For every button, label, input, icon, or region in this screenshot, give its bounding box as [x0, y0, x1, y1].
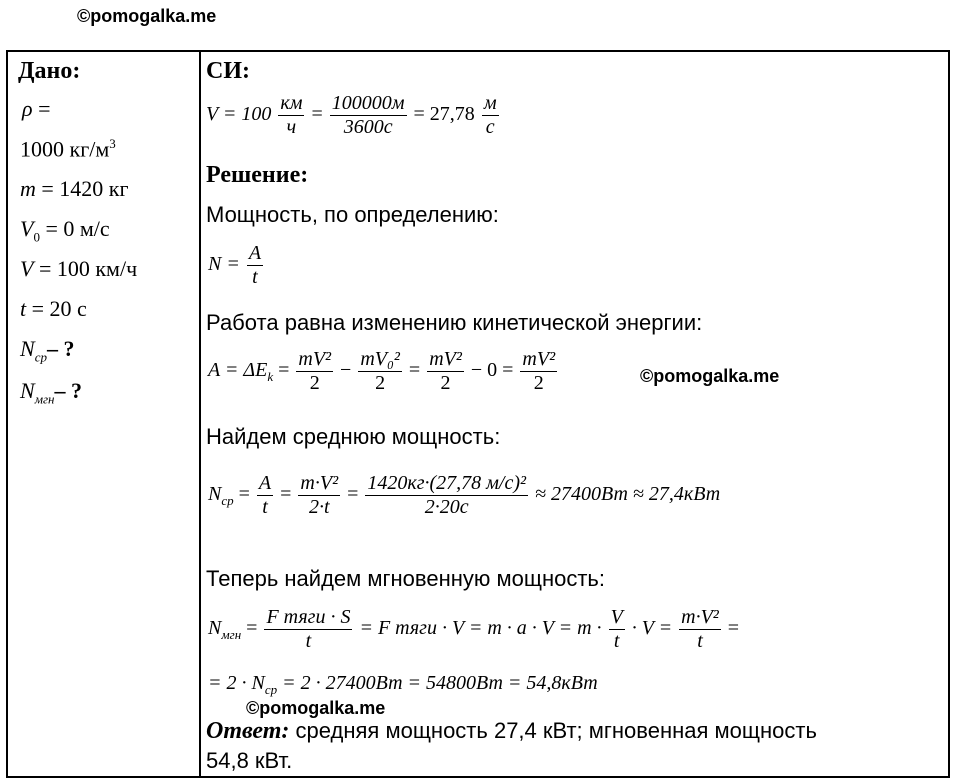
formula-average-power: $N_{ср}$ = $\frac{A}{t}$ = $\frac{\text{m·V²}}{2\cdot t}$ = $\frac{\text{1420кг·(27,78 м/с)²}}{2\cdot 20с}$ ≈ 27400Вт ≈ 27,4кВт — [208, 472, 721, 518]
given-header: Дано: — [18, 58, 81, 84]
given-rho-value: 1000 $кг/м^3$ — [20, 136, 116, 162]
given-rho: ρ = — [22, 96, 51, 121]
given-v0: $V_0 = 0$ м/с — [20, 216, 110, 245]
formula-instant-result: = $2 \cdot N_{ср} = 2 \cdot 27400Вт = 54800Вт = 54,8кВт$ — [208, 672, 598, 697]
given-n-inst: $N_{мгн}-$ ? — [20, 378, 83, 407]
si-header: СИ: — [206, 58, 250, 84]
formula-power: N = $\frac{A}{t}$ — [208, 242, 262, 288]
solution-table — [6, 50, 950, 778]
watermark-bottom: ©pomogalka.me — [246, 698, 386, 718]
given-velocity: V = 100 км/ч — [20, 256, 138, 281]
si-conversion: V = 100 $\frac{км}{ч}$ = $\frac{100000м}{3600с}$ = 27,78 $\frac{м}{с}$ — [206, 92, 497, 138]
text-work-energy: Работа равна изменению кинетической энергии: — [206, 310, 703, 335]
text-average-power: Найдем среднюю мощность: — [206, 424, 501, 449]
solution-header: Решение: — [206, 162, 309, 188]
given-time: t = 20 с — [20, 296, 87, 321]
formula-work: $A = \Delta E_k$ = $\frac{\text{mV²}}{2}$ − $\frac{\text{mV₀²}}{2}$ = $\frac{\text{mV²}}{2}$ − 0 = $\frac{\text{mV²}}{2}$ — [208, 348, 556, 394]
text-instant-power: Теперь найдем мгновенную мощность: — [206, 566, 605, 591]
given-n-avg: $N_{ср}-$ ? — [20, 336, 75, 365]
given-mass: m = 1420 кг — [20, 176, 129, 201]
answer-line-1: Ответ: средняя мощность 27,4 кВт; мгновенная мощность — [206, 718, 817, 744]
watermark-top: ©pomogalka.me — [77, 6, 217, 26]
column-divider — [199, 52, 201, 776]
answer-line-2: 54,8 кВт. — [206, 748, 293, 773]
text-power-definition: Мощность, по определению: — [206, 202, 499, 227]
formula-instant-power: $N_{мгн}$ = $\frac{\text{F тяги · S}}{t}$ = F тяги · V = m · a · V = m · $\frac{V}{t}$ · V = $\frac{\text{m·V²}}{t}$ = — [208, 606, 740, 652]
watermark-middle: ©pomogalka.me — [640, 366, 780, 386]
